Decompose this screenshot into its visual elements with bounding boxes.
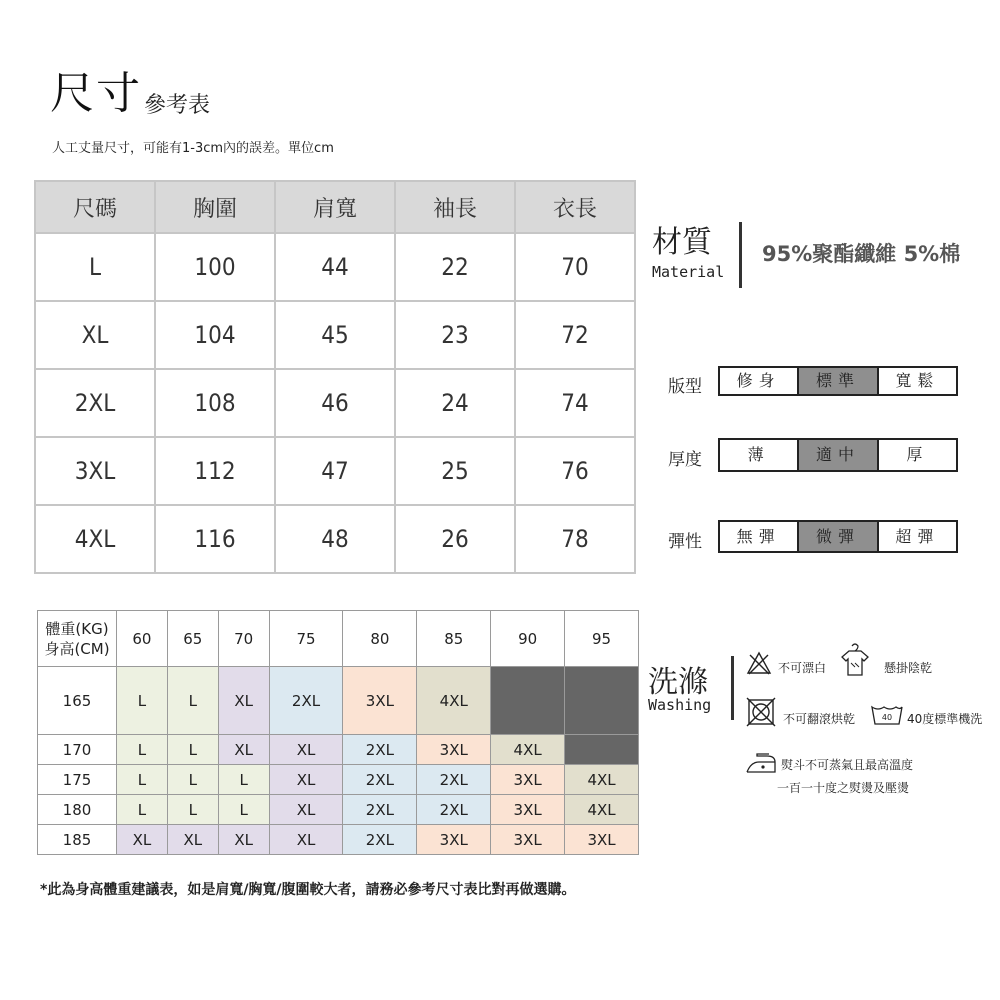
size-cell: 104 [155, 301, 275, 369]
fit-scale [718, 366, 958, 396]
size-cell: 3XL [35, 437, 155, 505]
height-cell: 185 [38, 825, 117, 855]
recommend-cell [565, 667, 639, 735]
no-tumble-dry-text: 不可翻滾烘乾 [783, 712, 856, 726]
size-cell: 70 [515, 233, 635, 301]
fit-option: 修身 [736, 371, 781, 390]
header-length: 衣長 [515, 181, 635, 233]
recommend-cell: 3XL [417, 825, 491, 855]
recommend-cell: 4XL [417, 667, 491, 735]
weight-header-cell: 70 [218, 611, 269, 667]
size-cell: 22 [395, 233, 515, 301]
washing-label-en: Washing [648, 696, 712, 714]
footnote: *此為身高體重建議表，如是肩寬/胸寬/腹圍較大者，請務必參考尺寸表比對再做選購。 [40, 882, 576, 898]
header-shoulder: 肩寬 [275, 181, 395, 233]
recommend-cell: XL [218, 825, 269, 855]
size-cell: 72 [515, 301, 635, 369]
page-title: 尺寸 [50, 68, 142, 119]
recommend-cell: XL [167, 825, 218, 855]
recommend-cell: XL [269, 735, 343, 765]
iron-low-icon [745, 752, 777, 774]
size-chart-header-row [35, 181, 635, 233]
recommend-cell: XL [269, 825, 343, 855]
height-row [38, 765, 639, 795]
size-cell: 24 [395, 369, 515, 437]
recommend-cell: XL [117, 825, 168, 855]
recommend-cell: L [218, 765, 269, 795]
size-cell: 45 [275, 301, 395, 369]
recommend-cell: XL [269, 795, 343, 825]
thickness-option-selected: 適中 [797, 440, 876, 470]
recommend-cell: L [167, 735, 218, 765]
elasticity-scale [718, 520, 958, 553]
size-cell: 108 [155, 369, 275, 437]
size-row [35, 369, 635, 437]
fit-label: 版型 [668, 377, 702, 397]
weight-axis-label: 體重(KG) [45, 619, 109, 638]
thickness-option: 厚 [877, 440, 956, 470]
weight-header-cell: 90 [491, 611, 565, 667]
size-cell: XL [35, 301, 155, 369]
header-sleeve: 袖長 [395, 181, 515, 233]
size-cell: 26 [395, 505, 515, 573]
size-cell: 46 [275, 369, 395, 437]
elasticity-option: 無彈 [736, 527, 781, 546]
height-cell: 165 [38, 667, 117, 735]
page-title-suffix: 參考表 [144, 93, 211, 118]
recommend-cell: 2XL [343, 825, 417, 855]
weight-header-cell: 85 [417, 611, 491, 667]
height-cell: 170 [38, 735, 117, 765]
no-bleach-text: 不可漂白 [778, 661, 827, 675]
height-row [38, 735, 639, 765]
recommend-cell: XL [218, 667, 269, 735]
recommend-cell: L [117, 795, 168, 825]
material-value: 95%聚酯纖維 5%棉 [762, 242, 961, 266]
size-cell: 112 [155, 437, 275, 505]
weight-height-table [37, 610, 639, 855]
recommend-cell: 3XL [565, 825, 639, 855]
size-cell: 25 [395, 437, 515, 505]
thickness-label: 厚度 [668, 450, 702, 470]
size-cell: 116 [155, 505, 275, 573]
size-row [35, 505, 635, 573]
thickness-option: 薄 [747, 445, 770, 464]
elasticity-option-selected: 微彈 [797, 522, 876, 551]
weight-header-cell: 60 [117, 611, 168, 667]
weight-header-row [38, 611, 639, 667]
height-row [38, 795, 639, 825]
recommend-cell [565, 735, 639, 765]
height-cell: 175 [38, 765, 117, 795]
weight-header-cell: 65 [167, 611, 218, 667]
thickness-scale [718, 438, 958, 472]
recommend-cell: XL [218, 735, 269, 765]
header-chest: 胸圍 [155, 181, 275, 233]
recommend-cell: L [167, 667, 218, 735]
weight-header-cell: 80 [343, 611, 417, 667]
no-bleach-icon [746, 651, 772, 675]
recommend-cell: 3XL [491, 765, 565, 795]
machine-wash-text: 40度標準機洗 [907, 712, 983, 726]
weight-height-corner [38, 611, 117, 667]
height-cell: 180 [38, 795, 117, 825]
size-cell: 48 [275, 505, 395, 573]
material-label-en: Material [652, 263, 725, 281]
size-cell: 47 [275, 437, 395, 505]
weight-header-cell: 75 [269, 611, 343, 667]
size-row [35, 233, 635, 301]
recommend-cell: 2XL [417, 765, 491, 795]
measurement-note: 人工丈量尺寸，可能有1-3cm內的誤差。單位cm [52, 141, 334, 156]
recommend-cell: 3XL [417, 735, 491, 765]
recommend-cell: 3XL [491, 825, 565, 855]
recommend-cell: L [167, 795, 218, 825]
recommend-cell: 4XL [565, 765, 639, 795]
recommend-cell: 2XL [343, 795, 417, 825]
machine-wash-40-icon [870, 704, 904, 726]
recommend-cell: 3XL [343, 667, 417, 735]
washing-divider [731, 656, 734, 720]
recommend-cell: 3XL [491, 795, 565, 825]
no-tumble-dry-icon [746, 697, 776, 727]
recommend-cell: L [218, 795, 269, 825]
iron-text-line1: 熨斗不可蒸氣且最高溫度 [781, 758, 914, 772]
recommend-cell: 4XL [565, 795, 639, 825]
material-divider [739, 222, 742, 288]
fit-option-selected: 標準 [797, 368, 876, 394]
size-cell: 44 [275, 233, 395, 301]
elasticity-label: 彈性 [668, 532, 702, 552]
recommend-cell: 2XL [343, 735, 417, 765]
hang-dry-text: 懸掛陰乾 [884, 661, 933, 675]
recommend-cell: 2XL [417, 795, 491, 825]
size-cell: 23 [395, 301, 515, 369]
material-label: 材質 [652, 225, 712, 260]
size-cell: 4XL [35, 505, 155, 573]
size-cell: 2XL [35, 369, 155, 437]
iron-text-line2: 一百一十度之熨燙及壓燙 [777, 781, 910, 795]
height-row [38, 667, 639, 735]
size-cell: 78 [515, 505, 635, 573]
weight-header-cell: 95 [565, 611, 639, 667]
size-chart-table [34, 180, 636, 574]
elasticity-option: 超彈 [877, 522, 956, 551]
size-cell: 76 [515, 437, 635, 505]
recommend-cell: 2XL [269, 667, 343, 735]
recommend-cell: 4XL [491, 735, 565, 765]
wash-temp-text: 40 [881, 713, 893, 722]
recommend-cell: L [117, 667, 168, 735]
hang-dry-shade-icon [840, 641, 870, 679]
recommend-cell [491, 667, 565, 735]
size-cell: 100 [155, 233, 275, 301]
recommend-cell: L [117, 735, 168, 765]
recommend-cell: 2XL [343, 765, 417, 795]
height-axis-label: 身高(CM) [44, 639, 110, 658]
washing-label: 洗滌 [648, 665, 708, 700]
header-size: 尺碼 [35, 181, 155, 233]
size-row [35, 437, 635, 505]
size-cell: 74 [515, 369, 635, 437]
recommend-cell: XL [269, 765, 343, 795]
height-row [38, 825, 639, 855]
fit-option: 寬鬆 [877, 368, 956, 394]
size-cell: L [35, 233, 155, 301]
recommend-cell: L [117, 765, 168, 795]
recommend-cell: L [167, 765, 218, 795]
size-row [35, 301, 635, 369]
